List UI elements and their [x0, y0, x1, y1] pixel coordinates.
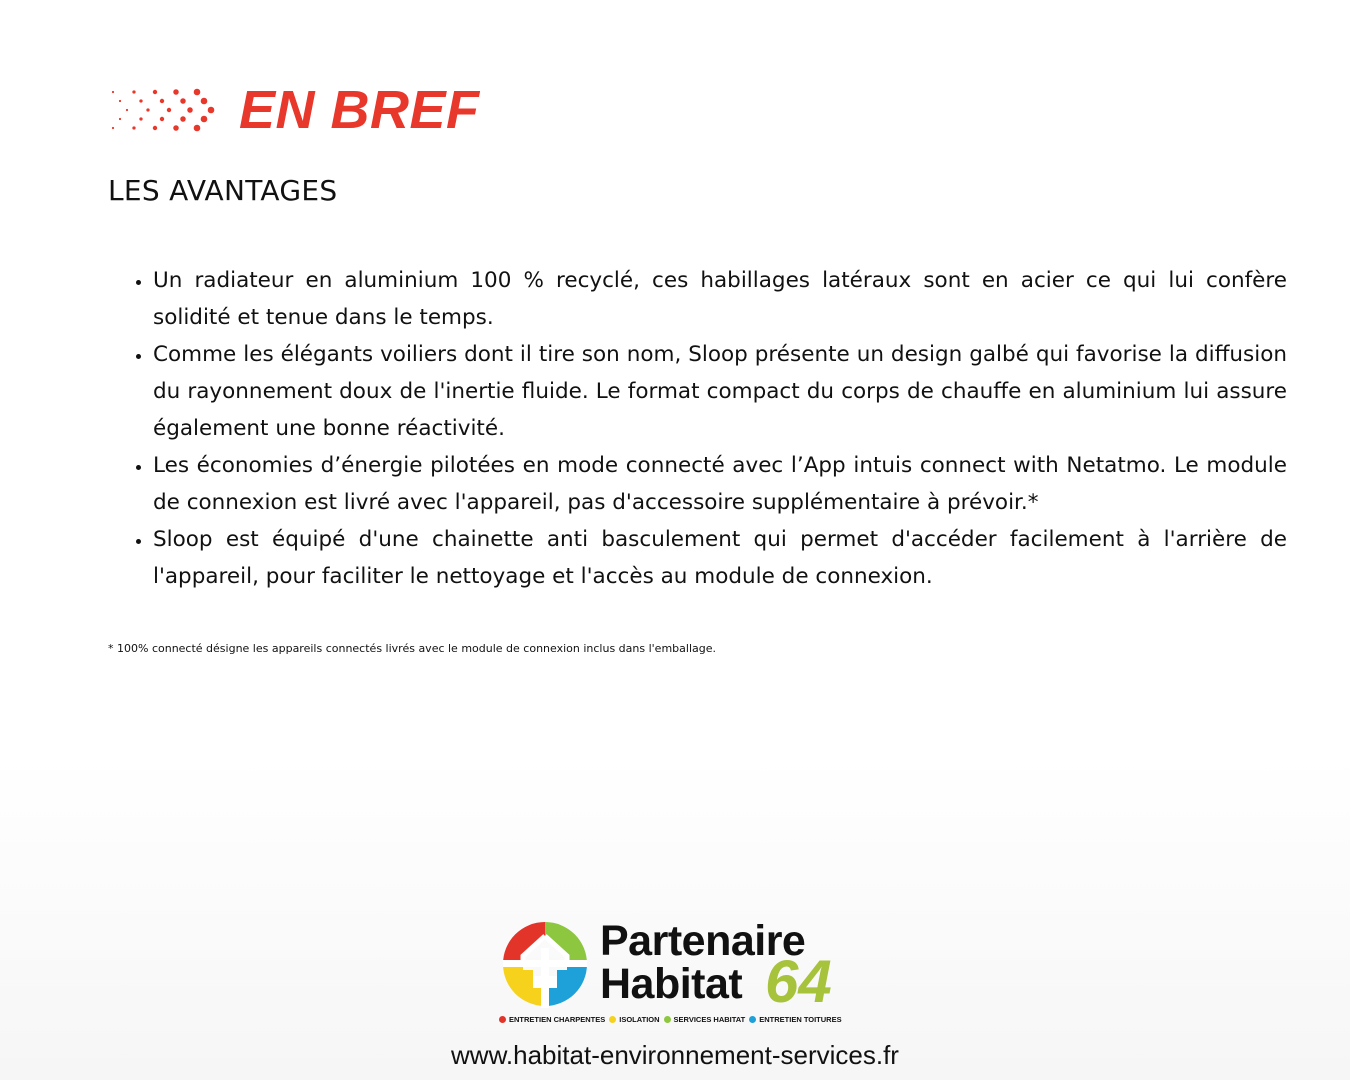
- partner-logo: [499, 916, 859, 1028]
- dotted-chevrons-icon: [107, 88, 225, 132]
- service-item: [749, 1015, 841, 1024]
- service-dot: [664, 1016, 671, 1023]
- website-link[interactable]: www.habitat-environnement-services.fr: [451, 1040, 899, 1070]
- service-label: ENTRETIEN TOITURES: [759, 1015, 842, 1024]
- advantages-list: [108, 262, 1287, 595]
- section-subtitle: LES AVANTAGES: [108, 174, 338, 207]
- service-item: [499, 1015, 605, 1024]
- list-item: • Comme les élégants voiliers dont il tire son nom, Sloop présente un design galbé qui favorise la diffusion du rayonnement doux de l'inertie fluide. Le format compact du corps de chauffe en aluminium lui assure également une bonne réactivité.: [153, 336, 1287, 447]
- service-dot: [609, 1016, 616, 1023]
- header: [107, 82, 480, 138]
- services-list: [499, 1015, 846, 1024]
- list-item: • Un radiateur en aluminium 100 % recyclé, ces habillages latéraux sont en acier ce qui lui confère solidité et tenue dans le temps.: [153, 262, 1287, 336]
- service-label: ISOLATION: [619, 1015, 660, 1024]
- service-label: ENTRETIEN CHARPENTES: [509, 1015, 606, 1024]
- logo-text-line1: Partenaire: [600, 917, 806, 965]
- house-segments-logo-icon: [499, 918, 591, 1010]
- page-title: EN BREF: [239, 80, 480, 140]
- list-item: • Les économies d’énergie pilotées en mode connecté avec l’App intuis connect with Netatmo. Le module de connexion est livré avec l'appareil, pas d'accessoire supplémentaire à prévoir.*: [153, 447, 1287, 521]
- service-dot: [749, 1016, 756, 1023]
- service-label: SERVICES HABITAT: [673, 1015, 746, 1024]
- list-item: • Sloop est équipé d'une chainette anti basculement qui permet d'accéder facilement à l'arrière de l'appareil, pour faciliter le nettoyage et l'accès au module de connexion.: [153, 521, 1287, 595]
- service-item: [664, 1015, 746, 1024]
- logo-text-line2: Habitat: [600, 960, 743, 1008]
- footnote: * 100% connecté désigne les appareils connectés livrés avec le module de connexion inclus dans l'emballage.: [108, 642, 716, 655]
- logo-number: 64: [765, 948, 832, 1015]
- service-item: [609, 1015, 659, 1024]
- service-dot: [499, 1016, 506, 1023]
